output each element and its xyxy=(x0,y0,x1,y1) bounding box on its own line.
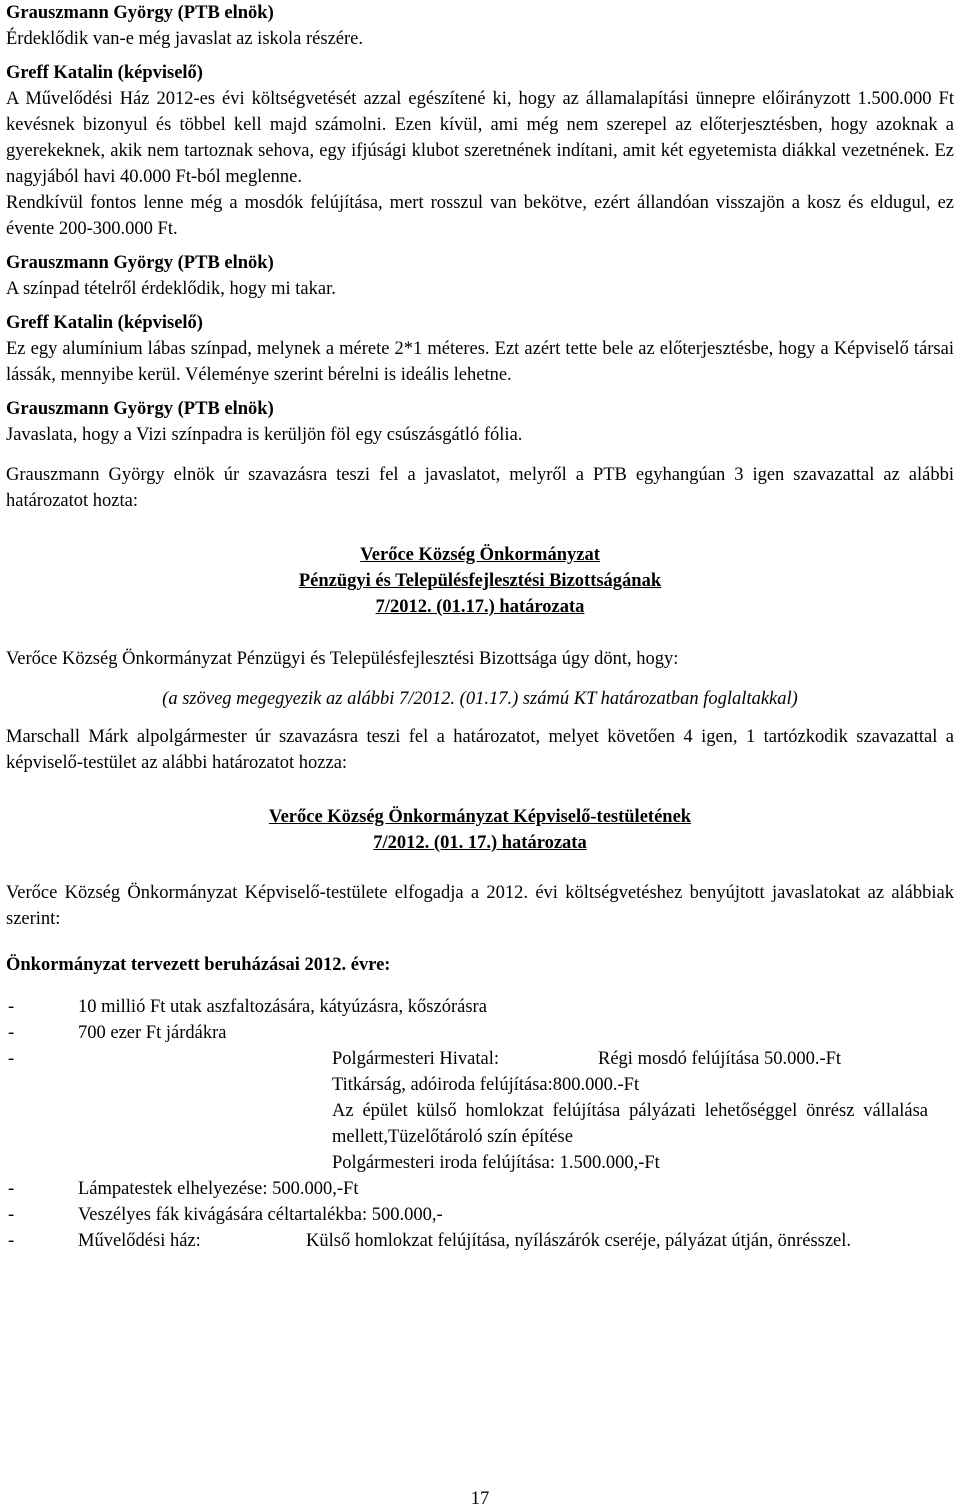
paragraph: A színpad tételről érdeklődik, hogy mi takar. xyxy=(6,279,336,299)
bullet-dash: - xyxy=(8,1049,15,1069)
paragraph: Érdeklődik van-e még javaslat az iskola részére. xyxy=(6,29,363,49)
list-item-label: Polgármesteri Hivatal: xyxy=(332,1049,499,1069)
resolution-title-line: 7/2012. (01. 17.) határozata xyxy=(373,833,587,853)
bullet-dash: - xyxy=(8,997,15,1017)
bullet-dash: - xyxy=(8,1231,15,1251)
bullet-dash: - xyxy=(8,1179,15,1199)
speaker-heading: Greff Katalin (képviselő) xyxy=(6,63,203,83)
list-item-text: Lámpatestek elhelyezése: 500.000,-Ft xyxy=(78,1179,359,1199)
bullet-dash: - xyxy=(8,1023,15,1043)
resolution-body: Verőce Község Önkormányzat Pénzügyi és Településfejlesztési Bizottsága úgy dönt, hogy: xyxy=(6,649,679,669)
list-item xyxy=(6,1228,954,1254)
list-item xyxy=(6,1176,954,1202)
speaker-heading: Greff Katalin (képviselő) xyxy=(6,313,203,333)
list-item-text: 10 millió Ft utak aszfaltozására, kátyúzásra, kőszórásra xyxy=(78,997,487,1017)
resolution-title-line: Verőce Község Önkormányzat Képviselő-testületének xyxy=(268,807,692,827)
paragraph: Ez egy alumínium lábas színpad, melynek a mérete 2*1 méteres. Ezt azért tette bele az előterjesztésbe, hogy a Képviselő társai lássák, mennyibe kerül. Véleménye szerint bérelni is ideális lehetne. xyxy=(6,339,954,385)
list-subitem-text: Polgármesteri iroda felújítása: 1.500.000,-Ft xyxy=(332,1153,660,1173)
resolution-title-line: Pénzügyi és Településfejlesztési Bizottságának xyxy=(298,571,662,591)
resolution-title-line: Verőce Község Önkormányzat xyxy=(360,545,600,565)
vote-paragraph: Grauszmann György elnök úr szavazásra teszi fel a javaslatot, melyről a PTB egyhangúan 3 igen szavazattal az alábbi határozatot hozta: xyxy=(6,465,954,511)
list-item xyxy=(6,994,954,1020)
list-subitem-text: Régi mosdó felújítása 50.000.-Ft xyxy=(598,1049,842,1069)
bullet-dash: - xyxy=(8,1205,15,1225)
list-item xyxy=(6,1046,954,1176)
list-item-text: Külső homlokzat felújítása, nyílászárók cseréje, pályázat útján, önrésszel. xyxy=(306,1231,852,1251)
resolution-title-line: 7/2012. (01.17.) határozata xyxy=(375,597,585,617)
speaker-heading: Grauszmann György (PTB elnök) xyxy=(6,253,274,273)
document-page xyxy=(6,0,954,1254)
investment-list xyxy=(6,994,954,1254)
speaker-heading: Grauszmann György (PTB elnök) xyxy=(6,399,274,419)
list-subitem-text: Az épület külső homlokzat felújítása pályázati lehetőséggel önrész vállalása mellett,Tüzelőtároló szín építése xyxy=(332,1101,928,1147)
page-number: 17 xyxy=(470,1489,490,1509)
list-item xyxy=(6,1020,954,1046)
list-item-text: 700 ezer Ft járdákra xyxy=(78,1023,227,1043)
vote-paragraph: Marschall Márk alpolgármester úr szavazásra teszi fel a határozatot, melyet követően 4 igen, 1 tartózkodik szavazattal a képviselő-testület az alábbi határozatot hozza: xyxy=(6,727,954,773)
resolution-note: (a szöveg megegyezik az alábbi 7/2012. (01.17.) számú KT határozatban foglaltakkal) xyxy=(162,689,798,709)
hivatal-block xyxy=(6,1046,928,1176)
paragraph: Javaslata, hogy a Vizi színpadra is kerüljön föl egy csúszásgátló fólia. xyxy=(6,425,523,445)
speaker-heading: Grauszmann György (PTB elnök) xyxy=(6,3,274,23)
paragraph: A Művelődési Ház 2012-es évi költségvetését azzal egészítené ki, hogy az államalapítási ünnepre előirányzott 1.500.000 Ft kevésnek bizonyul és többel kell majd számolni. Ezen kívül, ami még nem szerepel az előterjesztésben, hogy azoknak a gyerekeknek, akik nem tartoznak sehova, egy ifjúsági klubot szeretnének indítani, amit két egyetemista diákkal vezetnének. Ez nagyjából havi 40.000 Ft-ból meglenne. xyxy=(6,89,954,187)
paragraph: Rendkívül fontos lenne még a mosdók felújítása, mert rosszul van bekötve, ezért állandóan visszajön a kosz és eldugul, ez évente 200-300.000 Ft. xyxy=(6,193,954,239)
list-item-label: Művelődési ház: xyxy=(78,1231,201,1251)
list-subitem-text: Titkárság, adóiroda felújítása:800.000.-Ft xyxy=(332,1075,640,1095)
section-heading: Önkormányzat tervezett beruházásai 2012. évre: xyxy=(6,955,391,975)
list-item xyxy=(6,1202,954,1228)
list-item-text: Veszélyes fák kivágására céltartalékba: 500.000,- xyxy=(78,1205,443,1225)
resolution-body: Verőce Község Önkormányzat Képviselő-testülete elfogadja a 2012. évi költségvetéshez benyújtott javaslatokat az alábbiak szerint: xyxy=(6,883,954,929)
